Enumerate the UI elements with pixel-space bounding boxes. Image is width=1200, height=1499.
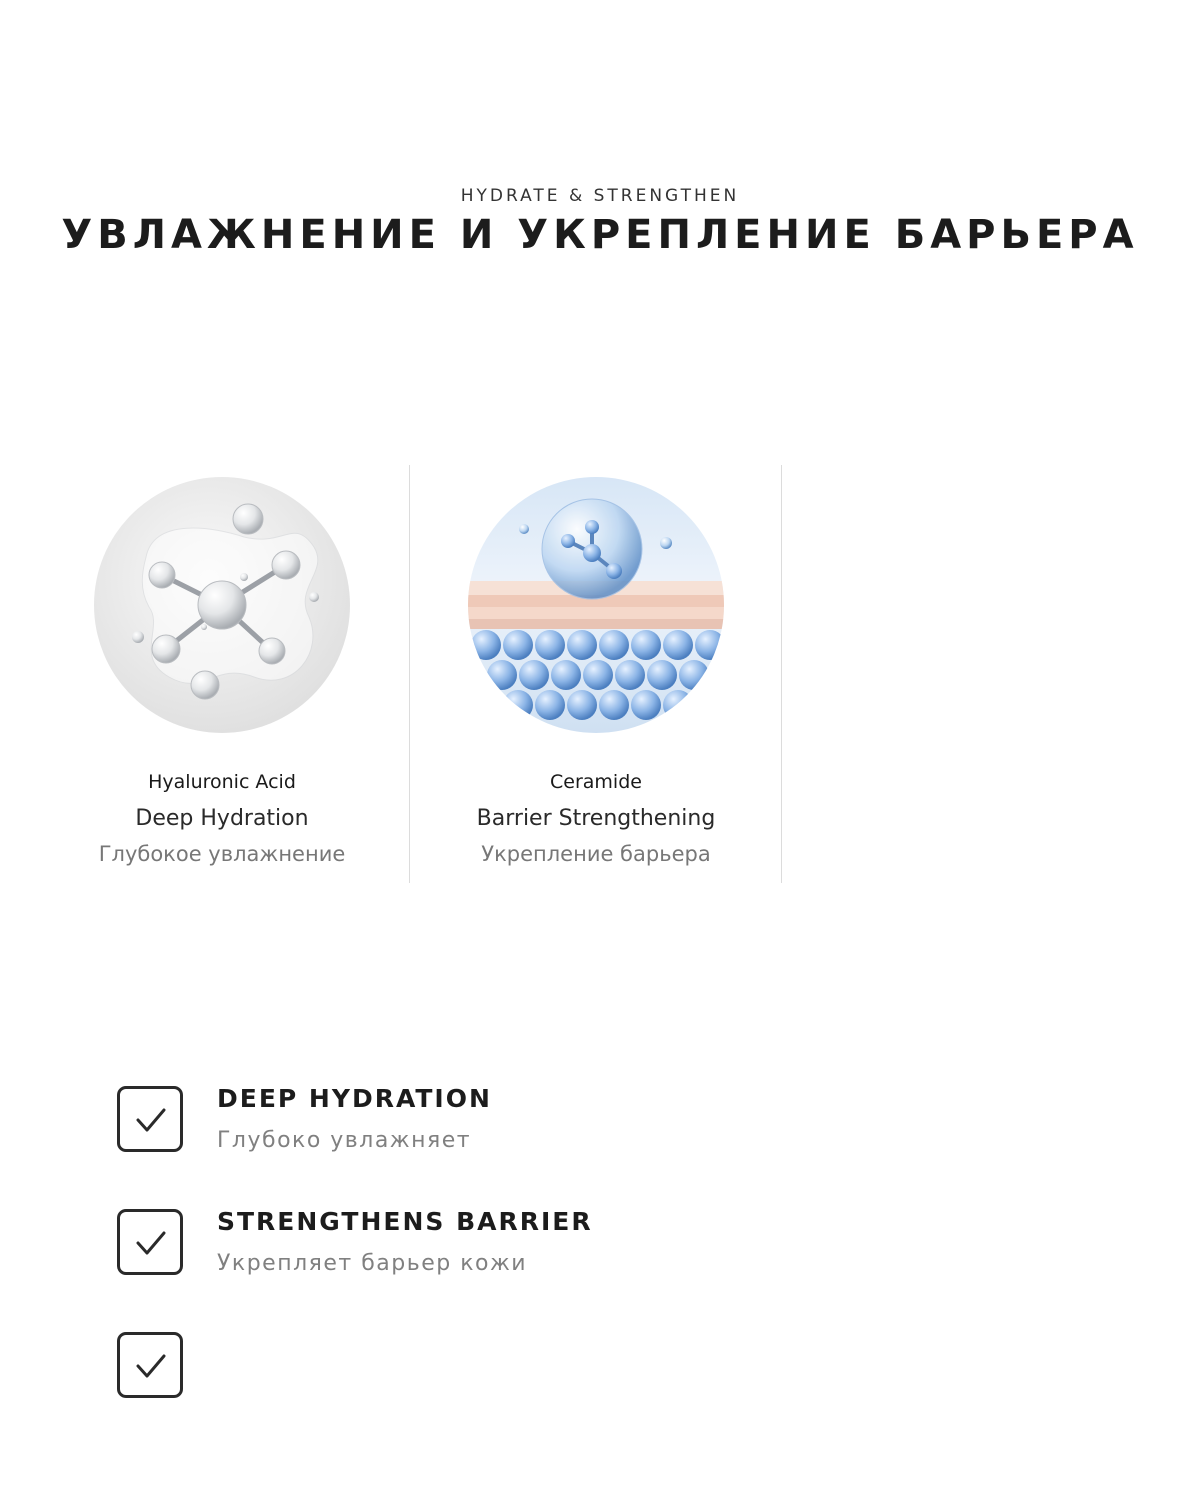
- feature-title: DEEP HYDRATION: [217, 1084, 492, 1113]
- ingredient-name: Hyaluronic Acid: [148, 771, 296, 793]
- feature-title: STRENGTHENS BARRIER: [217, 1207, 593, 1236]
- ingredient-benefit: Barrier Strengthening: [476, 806, 716, 831]
- ingredient-benefit: Deep Hydration: [135, 806, 309, 831]
- ingredient-cards: [36, 465, 1164, 883]
- checkbox-check-icon: [117, 1086, 183, 1152]
- ingredient-card-ceramide: [410, 465, 782, 883]
- feature-item-deep-hydration: [116, 1082, 816, 1158]
- feature-item-strengthens-barrier: [116, 1205, 816, 1281]
- feature-subtitle: Укрепляет барьер кожи: [217, 1251, 528, 1276]
- ingredient-benefit-ru: Укрепление барьера: [481, 842, 711, 866]
- hyaluronic-molecule-image: [94, 477, 350, 733]
- ceramide-barrier-image: [468, 477, 724, 733]
- page-title: УВЛАЖНЕНИЕ И УКРЕПЛЕНИЕ БАРЬЕРА: [61, 212, 1139, 258]
- ingredient-benefit-ru: Глубокое увлажнение: [98, 842, 346, 866]
- checkbox-check-icon: [117, 1209, 183, 1275]
- ingredient-card-hyaluronic-acid: [36, 465, 408, 883]
- feature-subtitle: Глубоко увлажняет: [217, 1128, 472, 1153]
- ingredient-name: Ceramide: [550, 771, 642, 793]
- section-eyebrow: HYDRATE & STRENGTHEN: [460, 186, 740, 206]
- feature-item-empty: [116, 1328, 816, 1404]
- card-divider: [781, 465, 782, 883]
- checkbox-check-icon: [117, 1332, 183, 1398]
